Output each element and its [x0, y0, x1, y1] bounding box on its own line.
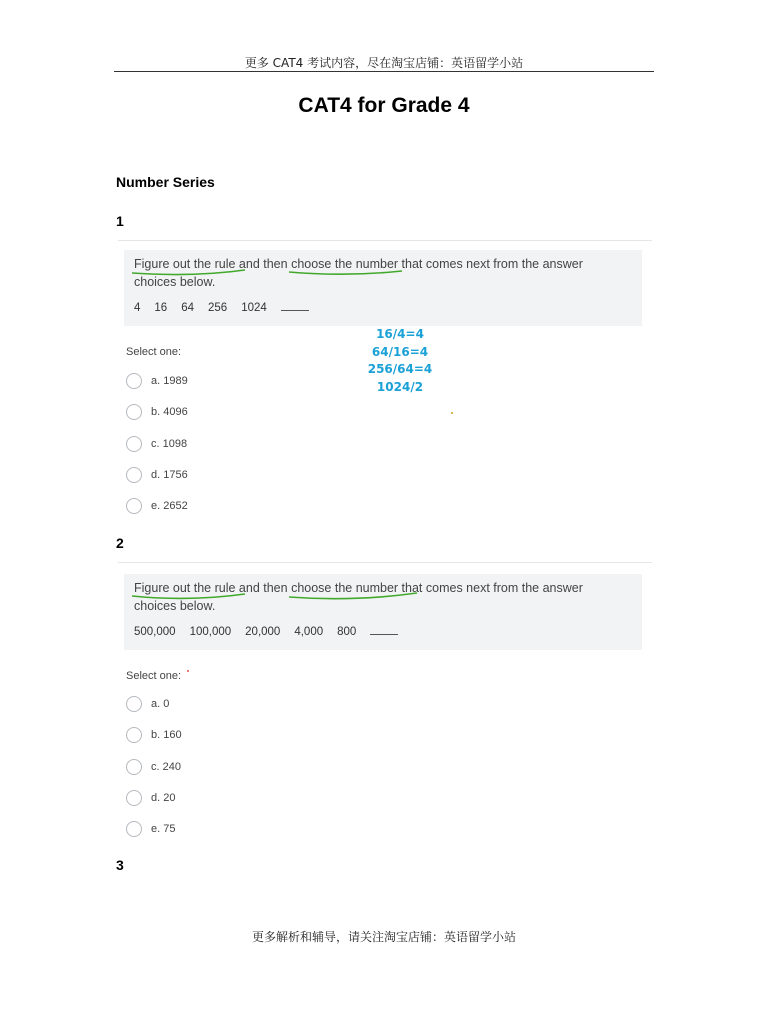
option-label: d. 20: [151, 792, 176, 804]
question-separator: [118, 240, 652, 241]
series-value: 4: [134, 302, 141, 314]
stray-mark: [451, 412, 453, 414]
section-heading: Number Series: [116, 174, 215, 190]
series-value: 16: [154, 302, 168, 314]
question-number-2: 2: [116, 535, 124, 551]
header-text: 更多 CAT4 考试内容，尽在淘宝店铺：英语留学小站: [244, 56, 524, 70]
series-value: 64: [181, 302, 194, 314]
select-one-label: Select one:: [126, 670, 182, 682]
number-series: [134, 300, 309, 314]
stray-mark: [187, 670, 189, 672]
radio-button[interactable]: [126, 436, 142, 452]
handwritten-annotation: 16/4=4 64/16=4 256/64=4 1024/2: [367, 327, 433, 394]
option-label: e. 2652: [151, 500, 188, 512]
option-label: a. 0: [151, 698, 170, 710]
number-series: [134, 624, 398, 638]
radio-button[interactable]: [126, 373, 142, 389]
prompt-line-1: Figure out the rule and then choose the number that comes next from the answer: [134, 581, 583, 595]
option-label: d. 1756: [151, 469, 188, 481]
radio-button[interactable]: [126, 759, 142, 775]
underline-mark: [289, 593, 419, 601]
series-value: 4,000: [294, 626, 324, 638]
answer-blank: [370, 624, 398, 635]
radio-button[interactable]: [126, 821, 142, 837]
option-label: b. 4096: [151, 406, 188, 418]
option-label: a. 1989: [151, 375, 188, 387]
option-label: c. 240: [151, 761, 181, 773]
series-value: 100,000: [189, 626, 232, 638]
option-label: e. 75: [151, 823, 176, 835]
series-value: 20,000: [245, 626, 281, 638]
radio-button[interactable]: [126, 790, 142, 806]
option-label: b. 160: [151, 729, 182, 741]
series-value: 256: [208, 302, 228, 314]
select-one-label: Select one:: [126, 346, 182, 358]
series-value: 800: [337, 626, 357, 638]
question-prompt-1: [124, 250, 642, 326]
question-number-1: 1: [116, 213, 124, 229]
question-card-2: [118, 568, 652, 846]
question-number-3: 3: [116, 857, 124, 873]
series-value: 500,000: [134, 626, 176, 638]
radio-button[interactable]: [126, 404, 142, 420]
header-rule: [114, 71, 654, 72]
radio-button[interactable]: [126, 696, 142, 712]
radio-button[interactable]: [126, 727, 142, 743]
question-prompt-2: [124, 574, 642, 650]
underline-mark: [289, 269, 404, 277]
prompt-line-2: choices below.: [134, 275, 216, 289]
radio-button[interactable]: [126, 498, 142, 514]
radio-button[interactable]: [126, 467, 142, 483]
page-footer: 更多解析和辅导，请关注淘宝店铺：英语留学小站: [251, 930, 516, 944]
answer-blank: [281, 300, 309, 311]
underlined-phrase: choose the number: [291, 257, 398, 271]
series-value: 1024: [241, 302, 267, 314]
underlined-phrase: Figure out the rule: [134, 257, 235, 271]
underlined-phrase: choose the number: [291, 581, 398, 595]
question-separator: [118, 562, 652, 563]
page-title: CAT4 for Grade 4: [298, 94, 470, 117]
option-label: c. 1098: [151, 438, 188, 450]
prompt-line-2: choices below.: [134, 599, 216, 613]
prompt-line-1: Figure out the rule and then choose the number that comes next from the answer: [134, 257, 583, 271]
underlined-phrase: Figure out the rule: [134, 581, 235, 595]
